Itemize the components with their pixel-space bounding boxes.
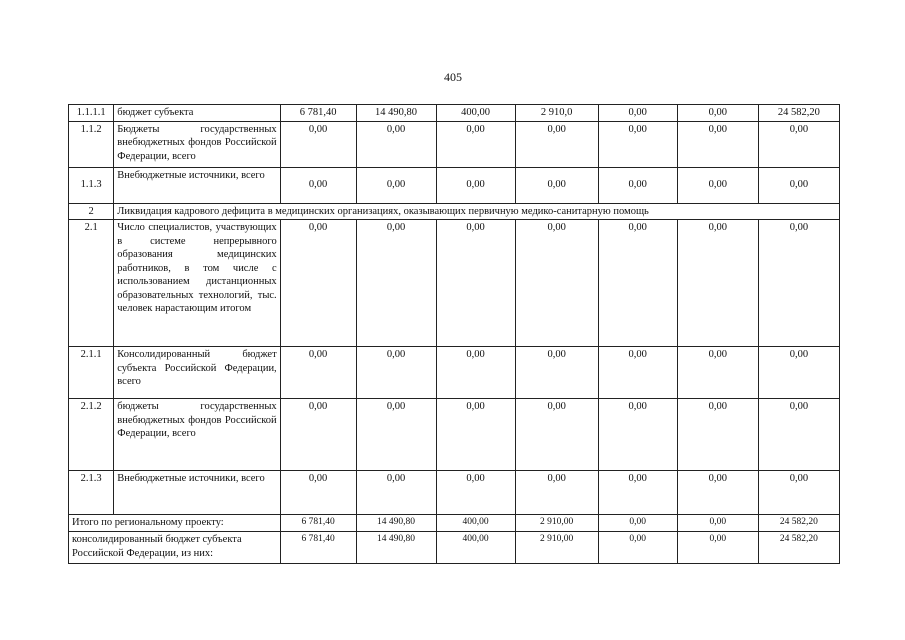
value-cell: 0,00: [515, 399, 598, 471]
value-cell: 0,00: [280, 471, 356, 515]
row-name: Число специалистов, участвующих в системе непрерывного образования медицинских работников, в том числе с использованием дистанционных образовательных технологий, тыс. человек нарастающим итогом: [114, 220, 280, 347]
row-name: Консолидированный бюджет субъекта Российской Федерации, всего: [114, 347, 280, 399]
value-cell: 0,00: [598, 347, 677, 399]
value-cell: 0,00: [598, 399, 677, 471]
total-value-cell: 2 910,00: [515, 515, 598, 532]
total-value-cell: 6 781,40: [280, 532, 356, 564]
table-row: [69, 471, 840, 515]
value-cell: 400,00: [436, 105, 515, 122]
value-cell: 0,00: [677, 105, 758, 122]
value-cell: 0,00: [677, 471, 758, 515]
value-cell: 0,00: [280, 399, 356, 471]
value-cell: 0,00: [598, 121, 677, 167]
value-cell: 0,00: [758, 220, 839, 347]
value-cell: 6 781,40: [280, 105, 356, 122]
table-row: [69, 399, 840, 471]
value-cell: 0,00: [436, 471, 515, 515]
value-cell: 0,00: [758, 347, 839, 399]
total-value-cell: 0,00: [677, 532, 758, 564]
value-cell: 0,00: [436, 347, 515, 399]
value-cell: 0,00: [758, 471, 839, 515]
row-code: 2.1.1: [69, 347, 114, 399]
total-value-cell: 6 781,40: [280, 515, 356, 532]
value-cell: 0,00: [677, 347, 758, 399]
total-value-cell: 0,00: [598, 532, 677, 564]
row-name: Бюджеты государственных внебюджетных фондов Российской Федерации, всего: [114, 121, 280, 167]
value-cell: 0,00: [436, 220, 515, 347]
row-code: 2.1.2: [69, 399, 114, 471]
table-row: [69, 121, 840, 167]
total-value-cell: 400,00: [436, 515, 515, 532]
value-cell: 0,00: [677, 399, 758, 471]
total-value-cell: 400,00: [436, 532, 515, 564]
value-cell: 0,00: [677, 167, 758, 203]
total-value-cell: 14 490,80: [356, 515, 436, 532]
value-cell: 0,00: [356, 399, 436, 471]
value-cell: 0,00: [515, 121, 598, 167]
value-cell: 0,00: [515, 167, 598, 203]
value-cell: 0,00: [677, 121, 758, 167]
value-cell: 2 910,0: [515, 105, 598, 122]
value-cell: 0,00: [356, 471, 436, 515]
value-cell: 0,00: [436, 121, 515, 167]
value-cell: 0,00: [280, 167, 356, 203]
total-row: [69, 515, 840, 532]
row-code: 2.1: [69, 220, 114, 347]
budget-table: [68, 104, 840, 564]
section-code: 2: [69, 203, 114, 220]
row-code: 1.1.1.1: [69, 105, 114, 122]
value-cell: 0,00: [356, 121, 436, 167]
value-cell: 0,00: [598, 220, 677, 347]
value-cell: 24 582,20: [758, 105, 839, 122]
value-cell: 0,00: [515, 347, 598, 399]
value-cell: 0,00: [758, 399, 839, 471]
row-name: Внебюджетные источники, всего: [114, 167, 280, 203]
total-label: консолидированный бюджет субъекта Российской Федерации, из них:: [69, 532, 281, 564]
value-cell: 0,00: [356, 220, 436, 347]
row-code: 1.1.3: [69, 167, 114, 203]
total-row: [69, 532, 840, 564]
page-number: 405: [444, 70, 462, 84]
table-row: [69, 105, 840, 122]
value-cell: 0,00: [436, 399, 515, 471]
value-cell: 0,00: [598, 167, 677, 203]
total-value-cell: 24 582,20: [758, 515, 839, 532]
value-cell: 0,00: [677, 220, 758, 347]
row-code: 2.1.3: [69, 471, 114, 515]
total-value-cell: 14 490,80: [356, 532, 436, 564]
table-row: [69, 220, 840, 347]
table-row: [69, 167, 840, 203]
section-title: Ликвидация кадрового дефицита в медицинских организациях, оказывающих первичную медико-санитарную помощь: [114, 203, 840, 220]
value-cell: 0,00: [356, 347, 436, 399]
row-name: бюджеты государственных внебюджетных фондов Российской Федерации, всего: [114, 399, 280, 471]
value-cell: 14 490,80: [356, 105, 436, 122]
total-value-cell: 24 582,20: [758, 532, 839, 564]
value-cell: 0,00: [280, 121, 356, 167]
total-value-cell: 0,00: [677, 515, 758, 532]
table-row: [69, 347, 840, 399]
section-row: [69, 203, 840, 220]
total-value-cell: 2 910,00: [515, 532, 598, 564]
total-value-cell: 0,00: [598, 515, 677, 532]
row-name: Внебюджетные источники, всего: [114, 471, 280, 515]
value-cell: 0,00: [356, 167, 436, 203]
value-cell: 0,00: [436, 167, 515, 203]
value-cell: 0,00: [758, 167, 839, 203]
total-label: Итого по региональному проекту:: [69, 515, 281, 532]
value-cell: 0,00: [758, 121, 839, 167]
value-cell: 0,00: [280, 220, 356, 347]
value-cell: 0,00: [280, 347, 356, 399]
value-cell: 0,00: [598, 105, 677, 122]
value-cell: 0,00: [515, 220, 598, 347]
value-cell: 0,00: [515, 471, 598, 515]
row-name: бюджет субъекта: [114, 105, 280, 122]
value-cell: 0,00: [598, 471, 677, 515]
row-code: 1.1.2: [69, 121, 114, 167]
